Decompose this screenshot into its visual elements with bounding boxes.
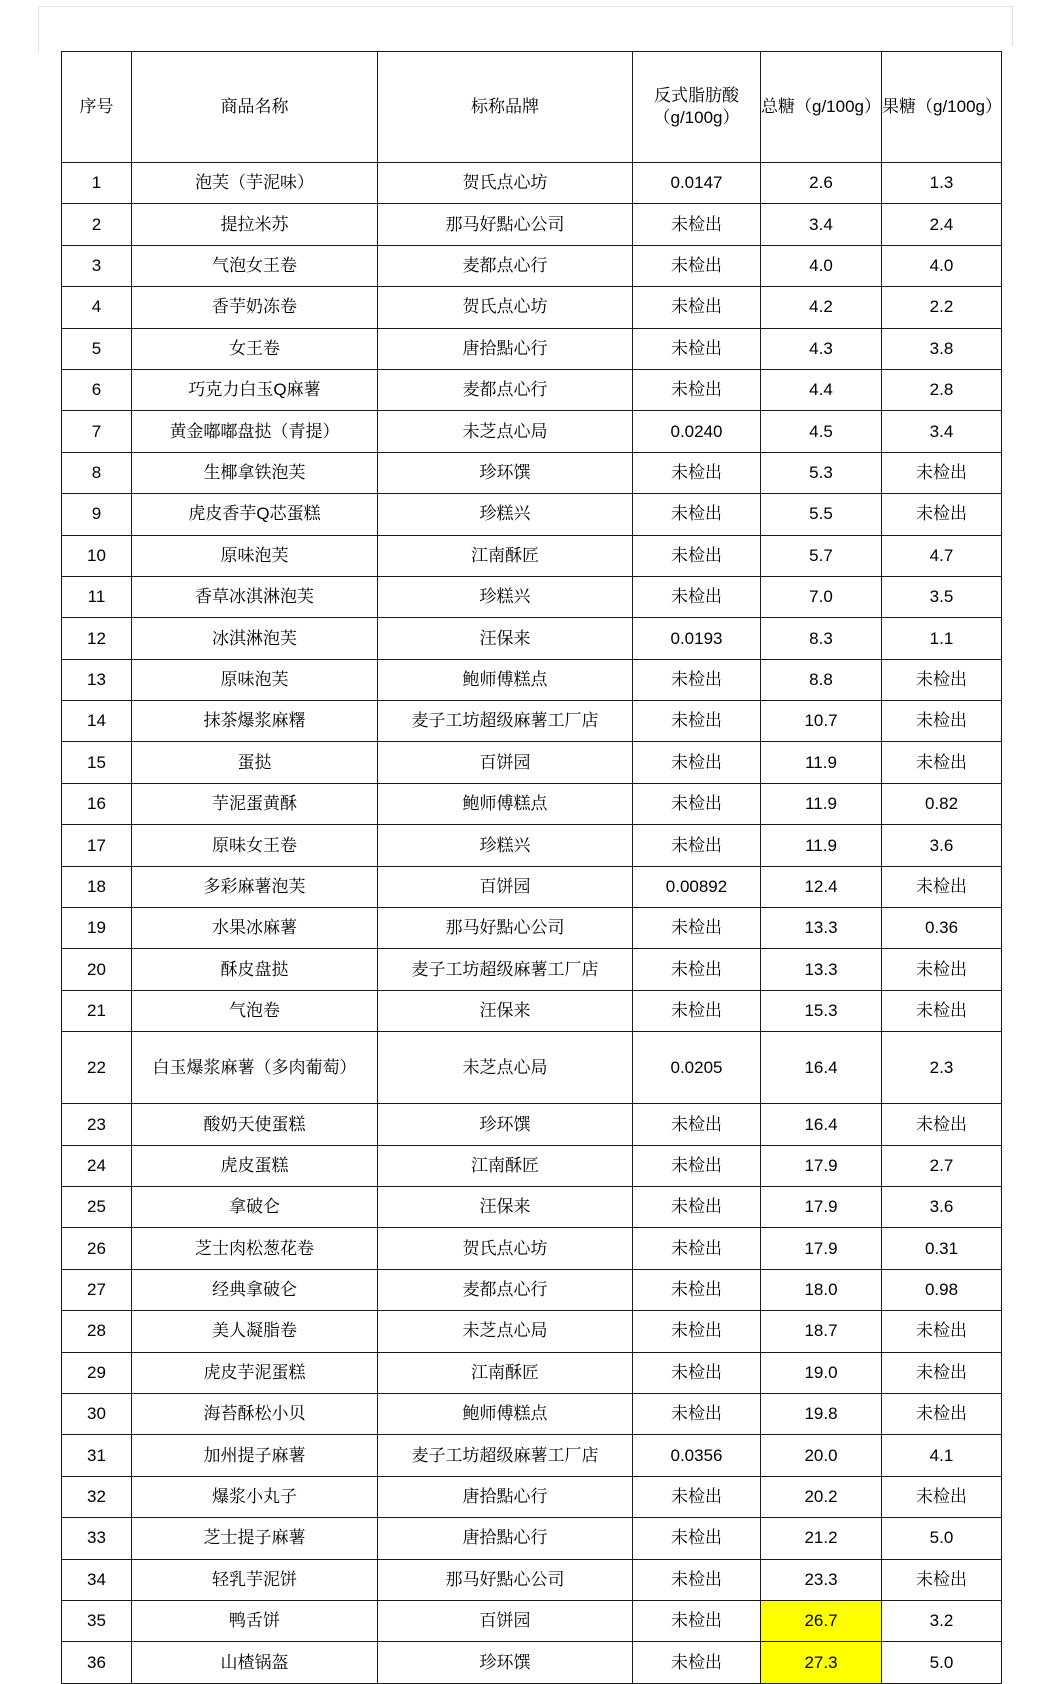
cell-brand: 贺氏点心坊 [378,287,633,328]
cell-fructose: 5.0 [882,1518,1002,1559]
cell-index: 4 [62,287,132,328]
cell-trans-fatty-acid: 未检出 [633,494,761,535]
cell-total-sugar: 10.7 [761,701,882,742]
cell-brand: 珍环馔 [378,1104,633,1145]
table-row [62,494,1002,535]
cell-product-name: 虎皮芋泥蛋糕 [132,1352,378,1393]
column-header-product-name: 商品名称 [132,52,378,163]
cell-index: 19 [62,908,132,949]
cell-trans-fatty-acid: 0.0205 [633,1032,761,1104]
cell-trans-fatty-acid: 未检出 [633,245,761,286]
table-row [62,825,1002,866]
cell-trans-fatty-acid: 未检出 [633,287,761,328]
cell-total-sugar: 13.3 [761,908,882,949]
cell-trans-fatty-acid: 未检出 [633,1518,761,1559]
cell-brand: 那马好點心公司 [378,1559,633,1600]
cell-product-name: 冰淇淋泡芙 [132,618,378,659]
cell-index: 14 [62,701,132,742]
cell-index: 15 [62,742,132,783]
table-row [62,163,1002,204]
cell-brand: 那马好點心公司 [378,204,633,245]
cell-product-name: 水果冰麻薯 [132,908,378,949]
cell-trans-fatty-acid: 未检出 [633,783,761,824]
table-row [62,535,1002,576]
cell-total-sugar: 18.7 [761,1311,882,1352]
cell-total-sugar: 19.8 [761,1393,882,1434]
cell-fructose: 4.7 [882,535,1002,576]
cell-product-name: 轻乳芋泥饼 [132,1559,378,1600]
cell-product-name: 虎皮香芋Q芯蛋糕 [132,494,378,535]
cell-product-name: 芝士肉松葱花卷 [132,1228,378,1269]
table-row [62,452,1002,493]
cell-fructose: 未检出 [882,1352,1002,1393]
cell-brand: 江南酥匠 [378,1352,633,1393]
cell-total-sugar: 20.2 [761,1476,882,1517]
cell-trans-fatty-acid: 未检出 [633,328,761,369]
cell-product-name: 泡芙（芋泥味） [132,163,378,204]
cell-product-name: 抹茶爆浆麻糬 [132,701,378,742]
cell-product-name: 海苔酥松小贝 [132,1393,378,1434]
cell-product-name: 经典拿破仑 [132,1269,378,1310]
cell-product-name: 香芋奶冻卷 [132,287,378,328]
cell-index: 8 [62,452,132,493]
cell-product-name: 蛋挞 [132,742,378,783]
cell-trans-fatty-acid: 未检出 [633,908,761,949]
cell-total-sugar: 5.3 [761,452,882,493]
cell-trans-fatty-acid: 未检出 [633,1476,761,1517]
cell-brand: 江南酥匠 [378,1145,633,1186]
table-row [62,245,1002,286]
table-row [62,576,1002,617]
cell-fructose: 0.31 [882,1228,1002,1269]
cell-fructose: 未检出 [882,1559,1002,1600]
cell-index: 9 [62,494,132,535]
table-row [62,411,1002,452]
cell-brand: 麦子工坊超级麻薯工厂店 [378,949,633,990]
table-row [62,990,1002,1031]
cell-index: 23 [62,1104,132,1145]
cell-trans-fatty-acid: 未检出 [633,1600,761,1641]
cell-index: 20 [62,949,132,990]
cell-fructose: 2.7 [882,1145,1002,1186]
cell-fructose: 3.5 [882,576,1002,617]
cell-total-sugar: 2.6 [761,163,882,204]
cell-total-sugar: 11.9 [761,742,882,783]
cell-brand: 鲍师傅糕点 [378,783,633,824]
cell-product-name: 提拉米苏 [132,204,378,245]
cell-fructose: 未检出 [882,1311,1002,1352]
cell-fructose: 1.1 [882,618,1002,659]
cell-fructose: 2.4 [882,204,1002,245]
scan-artifact-top [38,6,1013,7]
cell-product-name: 加州提子麻薯 [132,1435,378,1476]
cell-total-sugar: 7.0 [761,576,882,617]
cell-trans-fatty-acid: 未检出 [633,1145,761,1186]
cell-trans-fatty-acid: 未检出 [633,535,761,576]
cell-brand: 汪保来 [378,618,633,659]
cell-index: 12 [62,618,132,659]
cell-total-sugar: 4.0 [761,245,882,286]
table-row [62,618,1002,659]
cell-total-sugar: 21.2 [761,1518,882,1559]
cell-fructose: 未检出 [882,701,1002,742]
table-body [62,163,1002,1684]
cell-index: 33 [62,1518,132,1559]
cell-product-name: 芝士提子麻薯 [132,1518,378,1559]
cell-product-name: 原味泡芙 [132,659,378,700]
cell-total-sugar: 17.9 [761,1145,882,1186]
cell-brand: 贺氏点心坊 [378,1228,633,1269]
cell-index: 26 [62,1228,132,1269]
table-row [62,659,1002,700]
cell-product-name: 原味女王卷 [132,825,378,866]
cell-product-name: 酥皮盘挞 [132,949,378,990]
cell-fructose: 3.2 [882,1600,1002,1641]
cell-total-sugar: 18.0 [761,1269,882,1310]
cell-brand: 麦子工坊超级麻薯工厂店 [378,701,633,742]
cell-index: 1 [62,163,132,204]
cell-brand: 唐拾點心行 [378,1476,633,1517]
column-header-total-sugar: 总糖（g/100g） [761,52,882,163]
cell-index: 25 [62,1186,132,1227]
cell-fructose: 4.0 [882,245,1002,286]
column-header-trans-fatty-acid: 反式脂肪酸（g/100g） [633,52,761,163]
cell-trans-fatty-acid: 未检出 [633,1228,761,1269]
cell-trans-fatty-acid: 未检出 [633,1186,761,1227]
cell-total-sugar: 27.3 [761,1642,882,1683]
cell-total-sugar: 8.3 [761,618,882,659]
cell-total-sugar: 11.9 [761,783,882,824]
cell-total-sugar: 8.8 [761,659,882,700]
cell-brand: 麦子工坊超级麻薯工厂店 [378,1435,633,1476]
cell-trans-fatty-acid: 未检出 [633,990,761,1031]
table-row [62,783,1002,824]
cell-brand: 百饼园 [378,1600,633,1641]
cell-fructose: 3.6 [882,825,1002,866]
cell-fructose: 3.6 [882,1186,1002,1227]
table-row [62,1228,1002,1269]
table-row [62,1104,1002,1145]
test-results-table [61,51,1002,1684]
cell-total-sugar: 3.4 [761,204,882,245]
cell-index: 17 [62,825,132,866]
cell-product-name: 生椰拿铁泡芙 [132,452,378,493]
cell-product-name: 巧克力白玉Q麻薯 [132,369,378,410]
cell-brand: 贺氏点心坊 [378,163,633,204]
cell-index: 6 [62,369,132,410]
cell-fructose: 3.8 [882,328,1002,369]
cell-brand: 珍糕兴 [378,576,633,617]
cell-fructose: 0.98 [882,1269,1002,1310]
cell-trans-fatty-acid: 0.0193 [633,618,761,659]
cell-brand: 唐拾點心行 [378,328,633,369]
cell-fructose: 未检出 [882,1393,1002,1434]
cell-index: 2 [62,204,132,245]
table-row [62,1559,1002,1600]
table-row [62,1032,1002,1104]
cell-trans-fatty-acid: 未检出 [633,204,761,245]
cell-total-sugar: 13.3 [761,949,882,990]
cell-trans-fatty-acid: 未检出 [633,659,761,700]
table-row [62,1145,1002,1186]
cell-product-name: 芋泥蛋黄酥 [132,783,378,824]
table-row [62,1435,1002,1476]
cell-trans-fatty-acid: 未检出 [633,369,761,410]
table-row [62,369,1002,410]
cell-brand: 唐拾點心行 [378,1518,633,1559]
cell-fructose: 2.2 [882,287,1002,328]
cell-product-name: 山楂锅盔 [132,1642,378,1683]
cell-trans-fatty-acid: 未检出 [633,825,761,866]
cell-index: 28 [62,1311,132,1352]
cell-index: 32 [62,1476,132,1517]
cell-trans-fatty-acid: 未检出 [633,949,761,990]
cell-trans-fatty-acid: 未检出 [633,1352,761,1393]
cell-fructose: 1.3 [882,163,1002,204]
cell-index: 7 [62,411,132,452]
cell-total-sugar: 15.3 [761,990,882,1031]
cell-trans-fatty-acid: 未检出 [633,1311,761,1352]
test-results-table-container [61,51,1001,1684]
cell-total-sugar: 17.9 [761,1228,882,1269]
cell-total-sugar: 23.3 [761,1559,882,1600]
cell-product-name: 美人凝脂卷 [132,1311,378,1352]
cell-total-sugar: 16.4 [761,1032,882,1104]
cell-product-name: 爆浆小丸子 [132,1476,378,1517]
cell-index: 22 [62,1032,132,1104]
cell-index: 34 [62,1559,132,1600]
cell-index: 35 [62,1600,132,1641]
cell-index: 36 [62,1642,132,1683]
cell-product-name: 气泡女王卷 [132,245,378,286]
cell-product-name: 黄金嘟嘟盘挞（青提） [132,411,378,452]
cell-total-sugar: 17.9 [761,1186,882,1227]
cell-brand: 鲍师傅糕点 [378,659,633,700]
cell-fructose: 3.4 [882,411,1002,452]
cell-trans-fatty-acid: 0.0147 [633,163,761,204]
cell-fructose: 未检出 [882,452,1002,493]
cell-total-sugar: 5.7 [761,535,882,576]
cell-total-sugar: 5.5 [761,494,882,535]
cell-product-name: 白玉爆浆麻薯（多肉葡萄） [132,1032,378,1104]
cell-fructose: 未检出 [882,990,1002,1031]
cell-index: 18 [62,866,132,907]
cell-product-name: 鸭舌饼 [132,1600,378,1641]
cell-brand: 麦都点心行 [378,369,633,410]
cell-brand: 未芝点心局 [378,1311,633,1352]
cell-index: 10 [62,535,132,576]
cell-total-sugar: 4.4 [761,369,882,410]
cell-index: 27 [62,1269,132,1310]
cell-brand: 珍糕兴 [378,494,633,535]
cell-index: 31 [62,1435,132,1476]
table-row [62,949,1002,990]
cell-brand: 麦都点心行 [378,245,633,286]
cell-index: 24 [62,1145,132,1186]
cell-total-sugar: 4.5 [761,411,882,452]
table-row [62,1642,1002,1683]
cell-index: 11 [62,576,132,617]
cell-fructose: 未检出 [882,742,1002,783]
cell-trans-fatty-acid: 未检出 [633,742,761,783]
cell-brand: 百饼园 [378,742,633,783]
table-row [62,1393,1002,1434]
cell-fructose: 4.1 [882,1435,1002,1476]
cell-product-name: 多彩麻薯泡芙 [132,866,378,907]
cell-brand: 未芝点心局 [378,1032,633,1104]
cell-fructose: 未检出 [882,659,1002,700]
column-header-brand: 标称品牌 [378,52,633,163]
cell-trans-fatty-acid: 0.0356 [633,1435,761,1476]
table-row [62,1311,1002,1352]
cell-total-sugar: 11.9 [761,825,882,866]
cell-product-name: 虎皮蛋糕 [132,1145,378,1186]
cell-trans-fatty-acid: 未检出 [633,701,761,742]
cell-fructose: 未检出 [882,949,1002,990]
table-row [62,1476,1002,1517]
cell-brand: 未芝点心局 [378,411,633,452]
cell-product-name: 拿破仑 [132,1186,378,1227]
table-row [62,1518,1002,1559]
cell-fructose: 未检出 [882,1104,1002,1145]
cell-index: 29 [62,1352,132,1393]
cell-index: 3 [62,245,132,286]
column-header-index: 序号 [62,52,132,163]
cell-fructose: 0.82 [882,783,1002,824]
cell-product-name: 气泡卷 [132,990,378,1031]
cell-total-sugar: 20.0 [761,1435,882,1476]
table-row [62,328,1002,369]
cell-total-sugar: 16.4 [761,1104,882,1145]
table-row [62,742,1002,783]
cell-trans-fatty-acid: 未检出 [633,1104,761,1145]
table-header [62,52,1002,163]
cell-brand: 鲍师傅糕点 [378,1393,633,1434]
cell-brand: 江南酥匠 [378,535,633,576]
cell-fructose: 未检出 [882,866,1002,907]
cell-fructose: 未检出 [882,494,1002,535]
cell-brand: 百饼园 [378,866,633,907]
cell-product-name: 酸奶天使蛋糕 [132,1104,378,1145]
cell-fructose: 未检出 [882,1476,1002,1517]
cell-brand: 麦都点心行 [378,1269,633,1310]
cell-index: 5 [62,328,132,369]
cell-index: 16 [62,783,132,824]
cell-brand: 那马好點心公司 [378,908,633,949]
scan-artifact-left [38,6,39,52]
table-row [62,287,1002,328]
cell-trans-fatty-acid: 未检出 [633,1559,761,1600]
cell-product-name: 女王卷 [132,328,378,369]
cell-total-sugar: 12.4 [761,866,882,907]
table-row [62,1600,1002,1641]
cell-index: 21 [62,990,132,1031]
scan-artifact-right [1012,6,1013,46]
cell-fructose: 2.8 [882,369,1002,410]
cell-index: 30 [62,1393,132,1434]
table-row [62,701,1002,742]
cell-total-sugar: 4.3 [761,328,882,369]
cell-trans-fatty-acid: 未检出 [633,1393,761,1434]
table-row [62,1186,1002,1227]
cell-fructose: 2.3 [882,1032,1002,1104]
cell-total-sugar: 4.2 [761,287,882,328]
table-row [62,204,1002,245]
table-header-row [62,52,1002,163]
cell-trans-fatty-acid: 未检出 [633,1642,761,1683]
cell-brand: 珍环馔 [378,452,633,493]
cell-trans-fatty-acid: 未检出 [633,452,761,493]
cell-index: 13 [62,659,132,700]
cell-fructose: 0.36 [882,908,1002,949]
cell-trans-fatty-acid: 0.0240 [633,411,761,452]
cell-total-sugar: 26.7 [761,1600,882,1641]
cell-product-name: 香草冰淇淋泡芙 [132,576,378,617]
table-row [62,1269,1002,1310]
cell-trans-fatty-acid: 0.00892 [633,866,761,907]
table-row [62,1352,1002,1393]
cell-brand: 珍糕兴 [378,825,633,866]
cell-product-name: 原味泡芙 [132,535,378,576]
cell-brand: 汪保来 [378,990,633,1031]
table-row [62,908,1002,949]
cell-trans-fatty-acid: 未检出 [633,1269,761,1310]
cell-brand: 珍环馔 [378,1642,633,1683]
column-header-fructose: 果糖（g/100g） [882,52,1002,163]
table-row [62,866,1002,907]
cell-brand: 汪保来 [378,1186,633,1227]
cell-fructose: 5.0 [882,1642,1002,1683]
cell-trans-fatty-acid: 未检出 [633,576,761,617]
cell-total-sugar: 19.0 [761,1352,882,1393]
